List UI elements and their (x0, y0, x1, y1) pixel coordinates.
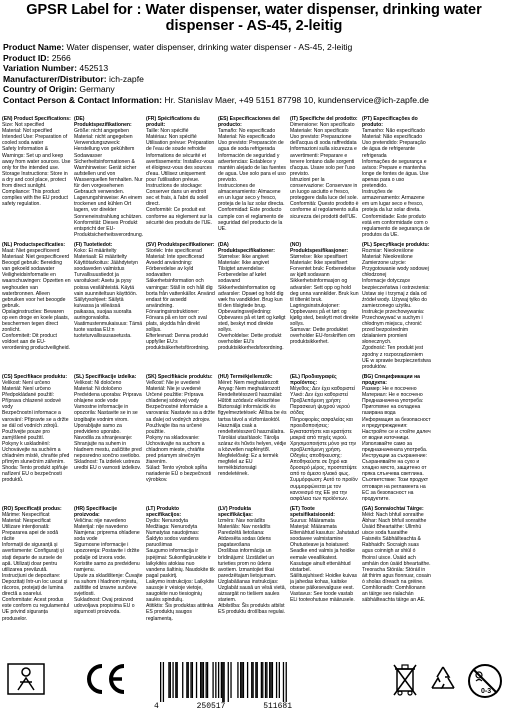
spec-line: Skladnost: Ta izdelek ustreza uredbi EU o varnosti izdelkov. (74, 459, 142, 472)
spec-line: Veličina: nije navedeno (74, 518, 127, 524)
barcode-bar (279, 662, 280, 698)
spec-line: Warnings: Set up and keep away from water sources. Use only for the intended use. (2, 152, 71, 171)
spec-line: Conformità: Questo prodotto è conforme al regolamento sulla sicurezza dei prodotti dell'UE. (290, 201, 359, 220)
spec-line: Conformitate: Acest produs este conform cu regulamentul UE privind siguranța produselor. (2, 597, 70, 622)
spec-line: Størrelse: Ikke spesifisert (290, 254, 348, 261)
spec-heading: (ET) Toote spetsifikatsioonid: (290, 505, 336, 518)
spec-line: Pokyny k uskladnění: Uchovávejte na suchém a chladném místě, chraňte před přímým slunečním zářením. (2, 440, 70, 466)
spec-line: Lagerungshinweise: An einem trockenen und kühlen Ort lagern, vor direkter Sonneneinstrahlung schützen. (74, 195, 143, 220)
barcode-bar (177, 662, 178, 698)
meta-value: ich-zapfe (109, 73, 144, 84)
spec-line: Rozmiar: Nieokreślone (362, 247, 414, 254)
spec-line: Materiál: Nie je uvedené (146, 386, 201, 393)
barcode-digits-right: 511681 (263, 702, 292, 711)
spec-line: Samsvar: Dette produktet overholder EU-forskriften om produktsikkerhet. (290, 327, 356, 346)
spec-line: Uzglabāšanas instrukcijas: Uzglabāt sausā un vēsā vietā, aizsargāt no tiešiem saules stariem. (218, 578, 286, 604)
spec-line: Conformidad: Este producto cumple con el reglamento de seguridad del producto de la UE. (218, 207, 284, 232)
spec-line: Materiāls: Nav norādīts (218, 524, 271, 531)
spec-line: Tamanho: Não especificado (362, 128, 425, 135)
spec-line: Opbevaringsvejledning: Opbevares på et tørt og køligt sted, beskyt mod direkte sollys. (218, 308, 286, 334)
spec-line: Materjal: Määramata (290, 524, 337, 531)
spec-heading: (EL) Προδιαγραφές προϊόντος: (290, 373, 337, 386)
spec-line: Materiale: Ikke angivet (218, 260, 269, 267)
spec-line: Material: Inte specificerad (146, 254, 205, 261)
spec-line: Matériau: Non spécifié (146, 134, 197, 141)
spec-heading: (IT) Specifiche del prodotto: (290, 116, 358, 122)
spec-line: Material: nicht angegeben (74, 134, 133, 141)
spec-column (2, 374, 71, 502)
spec-column (362, 374, 431, 502)
spec-line: Istruzioni per la conservazione: Conservare in un luogo asciutto e fresco, proteggere dalla luce del sole. (290, 176, 358, 202)
barcode-bar (241, 662, 242, 698)
meta-key: Product ID: (3, 52, 50, 63)
spec-column (146, 506, 215, 622)
spec-line: Zamierzone użycie: Przygotowanie wody sodowej chłodzonej (362, 260, 429, 279)
spec-line: Efterlevnad: Denna produkt uppfyller EU:s produktsäkerhetsförordning. (146, 333, 210, 352)
spec-heading: (LV) Produkta specifikācijas: (218, 505, 253, 518)
spec-column (74, 374, 143, 502)
spec-line: Informazioni sulla sicurezza e avvertimenti: Preparare e tenere lontano dalle sorgenti d'acqua. Usare solo per l'uso previsto. (290, 146, 357, 177)
spec-line: Предназначена употреба: Приготвяне на охладена газирана вода (362, 398, 424, 417)
spec-line: Bezpečnostné informácie a varovania: Nastavte sa a držte sa ďalej od vodných zdrojov. Používajte iba na určené použitie. (146, 404, 215, 435)
barcode-bar (251, 662, 252, 698)
spec-line: Material: Ni določeno (74, 386, 122, 393)
spec-line: Storlek: Inte specificerad (146, 247, 202, 254)
spec-line: Megfelelőség: Ez a termék megfelel az EU termékbiztonsági rendeletének. (218, 453, 279, 478)
spec-line: Úsáid Bheartaithe: Ullmhú uisce soda fuaraithe (362, 524, 422, 537)
meta-manufacturer (3, 74, 508, 85)
spec-line: Materiale: Ikke spesifisert (290, 260, 348, 267)
spec-column (2, 506, 71, 622)
barcode-bar (243, 662, 244, 698)
spec-line: Informações de segurança e avisos: Prepare e mantenha longe de fontes de água. Use apenas para o uso pretendido. (362, 158, 429, 190)
barcode-bar (230, 662, 231, 698)
spec-line: Conformidade: Este produto está em conformidade com o regulamento de segurança de produtos da UE. (362, 213, 430, 238)
barcode-bar (247, 662, 248, 698)
spec-heading: (SK) Špecifikácie produktu: (146, 373, 213, 380)
triman-icon (6, 662, 46, 696)
spec-line: Υλικό: Δεν έχει καθοριστεί (290, 392, 349, 399)
barcode-bar (222, 662, 223, 702)
spec-line: Συμμόρφωση: Αυτό το προϊόν συμμορφώνεται με τον κανονισμό της ΕΕ για την ασφάλεια των προϊόντων. (290, 477, 358, 502)
spec-line: Předpokládané použití: Příprava chlazené sodové vody (2, 392, 61, 411)
age-label: 0-3 (481, 688, 492, 695)
meta-product-id (3, 53, 508, 64)
spec-line: Suurus: Määramata (290, 518, 335, 524)
spec-column (434, 242, 503, 370)
meta-value: 2566 (51, 52, 71, 63)
spec-line: Overholdelse: Dette produkt overholder EU's produktsikkerhedsforordning. (218, 333, 284, 352)
barcode-bar (206, 662, 207, 698)
spec-line: Størrelse: Ikke angivet (218, 254, 269, 261)
spec-line: Laikymo instrukcijos: Laikykite sausoje ir vėsioje vietoje, saugokite nuo tiesioginių saulės spindulių. (146, 578, 215, 604)
barcode-bar (175, 662, 176, 698)
spec-line: Comhlíonadh: Comhlíonann an táirge seo rialachán sábháilteachta táirge an AE. (362, 585, 426, 604)
spec-line: Tárolási utasítások: Tárolja száraz és hűvös helyen, védje a közvetlen napfénytől. (218, 434, 287, 453)
barcode-bar (163, 662, 164, 702)
spec-line: Información de seguridad y advertencias: Establece y mantén alejado de las fuentes de agua. Use solo para el uso previsto. (218, 152, 286, 183)
spec-line: Drošības informācija un brīdinājumi: Uzstādiet un turieties prom no ūdens avotiem. Izmantojiet tikai paredzētajam lietojumam. (218, 548, 277, 579)
spec-line: Μέγεθος: Δεν έχει καθοριστεί (290, 386, 356, 393)
spec-column (362, 506, 431, 622)
spec-line: Varnostne informacije in opozorila: Nastavite se in se izogibajte vodnim virom. Uporabljajte samo za predvideno uporabo. (74, 404, 138, 435)
spec-line: Vastavus: See toode vastab ELi tooteohutuse määrusele. (290, 591, 355, 604)
spec-line: Navodila za shranjevanje: Shranjujte na suhem in hladnem mestu, zaščitite pred neposredno sončno svetlobo. (74, 434, 142, 460)
spec-line: Material: Não especificado (362, 134, 423, 141)
spec-line: Material: Nespecificat (2, 518, 51, 524)
spec-heading: (CS) Specifikace produktu: (2, 373, 68, 380)
spec-line: Lagringsinstruksjoner: Oppbevares på et tørt og kjølig sted, beskytt mot direkte sollys. (290, 302, 359, 328)
spec-line: Koko: Ei määritelty (74, 247, 117, 254)
meta-contact (3, 95, 508, 106)
spec-line: Compliance: This product complies with the EU product safety regulation. (2, 189, 68, 208)
spec-row (2, 242, 506, 370)
spec-line: Namjena: priprema ohlađene soda vode (74, 530, 140, 543)
spec-line: Treoracha Stórála: Stóráil in áit thirim agus fionnuar, cosain ó sholas díreach na gréine. (362, 566, 431, 585)
spec-line: Biztonsági információk és figyelmeztetések: Állítsa be és tartsa távol a vízforrásoktól. Használja csak a rendeltetésszerű használatra. (218, 404, 287, 435)
spec-heading: (NL) Productspecificaties: (2, 241, 66, 248)
spec-line: Zgodność: Ten produkt jest zgodny z rozporządzeniem UE w sprawie bezpieczeństwa produktów. (362, 345, 431, 370)
barcode-digits-mid: 250517 (196, 702, 226, 711)
barcode-bar (261, 662, 262, 698)
barcode-bar (160, 662, 161, 702)
spec-heading: (BG) Спецификации на продукта: (362, 373, 420, 386)
spec-column (290, 374, 359, 502)
spec-line: Ábhar: Nach bhfuil sonraithe (362, 518, 427, 524)
spec-line: Инструкции за съхранение: Съхранявайте на сухо и хладно място, защитено от пряка слънчева светлина. (362, 453, 428, 478)
barcode-bar (170, 662, 171, 698)
barcode-bar (215, 662, 216, 698)
meta-value: Hr. Stanislav Maer, +49 5151 87798 10, kundenservice@ich-zapfe.de (164, 94, 429, 105)
barcode-bar (203, 662, 204, 698)
spec-line: Turvallisuustiedot ja varoitukset: Asetu ja pysy poissa vesilähteistä. Käytä vain suunniteltuun käyttöön. (74, 272, 138, 297)
spec-line: Информация за безопасност и предупреждения: Настройте се и стойте далеч от водни източници. Използвайте само за предназначената употреба. (362, 416, 431, 453)
spec-line: Размер: Не е посочено (362, 386, 417, 393)
barcode-bar (257, 662, 258, 698)
barcode-bar (168, 662, 169, 698)
spec-line: Intended Use: Preparation of cooled soda water (2, 134, 68, 147)
spec-heading: (GA) Sonraíochtaí Táirge: (362, 505, 424, 512)
spec-line: Instrucțiuni de depozitare: Depozitați într-un loc uscat și răcoros, protejați de lumina directă a soarelui. (2, 572, 68, 598)
spec-heading: (PT) Especificações do produto: (362, 116, 418, 129)
barcode-bars (158, 662, 290, 702)
spec-line: Faisnéis Sábháilteachta & Rabhaidh: Socraigh suas agus coinnigh ar shiúl ó fhoinsí uisce. Úsáid ach amháin don úsáid bheartaithe. (362, 536, 431, 567)
spec-heading: (DE) Produktspezifikationen: (74, 116, 132, 129)
barcode-bar (255, 662, 256, 698)
spec-column (146, 242, 215, 370)
spec-heading: (ES) Especificaciones del producto: (218, 116, 280, 129)
spec-column (218, 242, 287, 370)
spec-line: Съответствие: Този продукт отговаря на регламента на ЕС за безопасност на продуктите. (362, 477, 429, 502)
barcode-bar (196, 662, 197, 698)
age-warning-icon (466, 662, 504, 700)
spec-line: Medžiaga: Nenurodyta (146, 524, 198, 531)
spec-line: Ohutusteave ja hoiatused: Seadke end valmis ja hoidke eemale veeallikatest. Kasutage ainult ettenähtud otstarbel. (290, 542, 355, 573)
spec-line: Materiaal: Niet gespecificeerd (2, 254, 70, 261)
spec-line: Predvidena uporaba: Priprava ohlajene sode vode (74, 392, 142, 405)
spec-column (218, 116, 287, 238)
spec-line: Saugumo informacija ir įspėjimai: Sukonfigūruokite ir laikykitės atokiau nuo vandens šaltinių. Naudokite tik pagal paskirtį. (146, 548, 215, 579)
barcode-bar (190, 662, 191, 698)
spec-line: Méid: Nach bhfuil sonraithe (362, 511, 424, 518)
spec-line: Beoogd gebruik: Bereiding van gekoeld sodawater (2, 260, 63, 273)
spec-line: Bezpečnostní informace a varování: Připravte se a držte se dál od vodních zdrojů. Používejte pouze pro zamýšlené použití. (2, 410, 69, 441)
spec-column (362, 242, 431, 370)
barcode-bar (201, 662, 202, 698)
barcode-bar (286, 662, 287, 702)
spec-column (2, 116, 71, 238)
spec-line: Uso previsto: Preparazione dell'acqua di soda raffreddata (290, 134, 357, 147)
barcode-bar (228, 662, 229, 702)
spec-column (2, 242, 71, 370)
meta-key: Manufacturer/Distributor: (3, 73, 107, 84)
spec-line: Informații de siguranță și avertismente: Configurați și stați departe de sursele de apă. Utilizați doar pentru utilizarea prevăzută. (2, 542, 64, 573)
spec-column (362, 116, 431, 238)
spec-line: Conformité: Ce produit est conforme au règlement sur la sécurité des produits de l'UE. (146, 207, 213, 226)
spec-line: Materijal: nije navedeno (74, 524, 128, 531)
barcode-digits (150, 702, 296, 711)
spec-line: Materiaali: Ei määritelty (74, 254, 127, 261)
spec-line: Méret: Nem meghatározott (218, 379, 279, 386)
meta-country (3, 84, 508, 95)
spec-line: Shoda: Tento produkt splňuje nařízení EU o bezpečnosti produktů. (2, 465, 68, 484)
spec-line: Informations de sécurité et avertissements: Installez-vous et éloignez-vous des sources d'eau. Utilisez uniquement pour l'utilisation prévue. (146, 152, 215, 183)
spec-line: Πληροφορίες ασφαλείας και προειδοποιήσεις: Εγκαταστήστε και κρατήστε μακριά από πηγές νερού. Χρησιμοποιήστε μόνο για την προβλεπόμενη χρήση. (290, 416, 357, 453)
spec-line: Sicherheitsinformationen & Warnhinweise: Gerät sicher aufstellen und von Wasserquellen fernhalten. Nur für den vorgesehenen Gebrauch verwenden. (74, 158, 143, 196)
barcode-bar (262, 662, 263, 698)
barcode-bar (192, 662, 193, 698)
spec-line: Forventet bruk: Forberedelse av kjølt sodavann (290, 266, 356, 279)
spec-heading: (PL) Specyfikacje produktu: (362, 241, 430, 248)
spec-row (2, 374, 506, 502)
spec-line: Size: Not specified (2, 122, 45, 129)
barcode-bar (200, 662, 201, 698)
product-meta (3, 42, 508, 106)
spec-heading: (NO) Produktspesifikasjoner: (290, 241, 349, 254)
spec-line: Avsedd användning: Förberedelse av kyld sodavatten (146, 260, 194, 279)
spec-line: Sikkerhetsinformasjon og advarsler: Sett opp og hold deg unna vannkilder. Bruk kun til tiltenkt bruk. (290, 278, 359, 303)
spec-line: Velikost: Ni določeno (74, 379, 122, 386)
barcode-bar (188, 662, 189, 698)
spec-line: Förvaringsinstruktioner: Förvara på en torr och sval plats, skydda från direkt solljus. (146, 308, 207, 334)
spec-line: Paredzētā lietošana: Atdzesēta sodas ūdens pagatavošana (218, 530, 271, 549)
spec-column (434, 374, 503, 502)
spec-line: Izmērs: Nav norādīts (218, 518, 265, 524)
spec-line: Verwendungszweck: Herstellung von gekühltem Sodawasser (74, 140, 135, 159)
barcode-bar (240, 662, 241, 698)
meta-value: Water dispenser, water dispenser, drinking water dispenser - AS-45, 2-leitig (66, 42, 353, 52)
barcode-bar (270, 662, 271, 698)
barcode-bar (269, 662, 270, 698)
ean-barcode (150, 662, 296, 714)
spec-line: Käyttötarkoitus: Jäähdytetyn soodaveden valmistus (74, 260, 138, 273)
barcode-bar (172, 662, 173, 698)
spec-line: Material: Not specified (2, 128, 53, 135)
spec-line: Instruções de armazenamento: Armazene em um lugar seco e fresco, proteja da luz solar direta. (362, 189, 425, 214)
spec-line: Atitiktis: Šis produktas atitinka ES produktų saugos reglamentą. (146, 603, 214, 622)
barcode-bar (221, 662, 222, 698)
spec-column (290, 242, 359, 370)
spec-heading: (SL) Specifikacije izdelka: (74, 373, 137, 380)
spec-heading: (RO) Specificații produs: (2, 505, 62, 512)
spec-line: Mărime: Nespecificat (2, 511, 50, 518)
barcode-bar (266, 662, 267, 698)
spec-heading: (DA) Produktspecifikationer: (218, 241, 275, 254)
meta-variation (3, 63, 508, 74)
spec-line: Tamaño: No especificado (218, 128, 276, 135)
spec-line: Určené použitie: Príprava chladenej sódovej vody (146, 392, 204, 405)
meta-value: 452513 (79, 63, 109, 74)
spec-line: Upute za skladištenje: Čuvajte na suhom i hladnom mjestu, zaštitite od izravne sunčeve svjetlosti. (74, 572, 143, 598)
spec-line: Numatytas naudojimas: Šaldyto sodos vandens paruošimas (146, 530, 200, 549)
spec-line: Taille: Non spécifié (146, 128, 189, 135)
barcode-bar (272, 662, 273, 698)
spec-line: Tilsigtet anvendelse: Forberedelse af kølet sodavand (218, 266, 267, 285)
spec-heading: (EN) Product Specifications: (2, 116, 71, 122)
meta-key: Variation Number: (3, 63, 78, 74)
spec-line: Dydis: Nenurodyta (146, 518, 188, 524)
spec-line: Vaatimustenmukaisuus: Tämä tuote vastaa EU:n tuoteturvallisuusasetusta. (74, 321, 143, 340)
spec-heading: (FR) Spécifications du produit: (146, 116, 200, 129)
barcode-bar (186, 662, 187, 698)
spec-column (434, 506, 503, 622)
spec-line: Sigurnosne informacije i upozorenja: Postavite i držite podalje od izvora vode. Koristite samo za predviđenu namjenu. (74, 542, 140, 573)
spec-heading: (HU) Termékjellemzők: (218, 373, 273, 380)
meta-value: Germany (79, 84, 115, 95)
recycling-icon (428, 664, 458, 694)
barcode-bar (237, 662, 238, 698)
barcode-bar (252, 662, 253, 698)
spec-grid (2, 116, 506, 626)
meta-product-name (3, 42, 508, 53)
barcode-bar (265, 662, 266, 698)
barcode-bar (182, 662, 183, 698)
barcode-digit-left: 4 (154, 702, 159, 711)
spec-line: Instrucciones de almacenamiento: Almacene en un lugar seco y fresco, proteja de la luz solar directa. (218, 183, 285, 208)
barcode-bar (283, 662, 284, 702)
spec-column (146, 116, 215, 238)
spec-heading: (SV) Produktspecifikationer: (146, 241, 215, 248)
spec-column (146, 374, 215, 502)
spec-column (74, 506, 143, 622)
spec-line: Säkerhetsinformation och varningar: Ställ in och håll dig borta från vattenkällor. Använd endast för avsedd användning. (146, 278, 215, 309)
spec-row (2, 506, 506, 622)
spec-column (218, 506, 287, 622)
spec-column (74, 116, 143, 238)
spec-line: Οδηγίες αποθήκευσης: Αποθηκεύστε σε ξηρό και δροσερό μέρος, προστατέψτε από το άμεσο ηλιακό φως. (290, 453, 357, 478)
spec-column (218, 374, 287, 502)
spec-line: Maat: Niet gespecificeerd (2, 247, 60, 254)
spec-line: Größe: nicht angegeben (74, 128, 129, 135)
spec-line: Uso previsto: Preparación de agua de soda refrigerada (218, 140, 284, 153)
spec-column (74, 242, 143, 370)
spec-line: Säilitusjuhised: Hoidke kuivas ja jahedas kohas, kaitske otsese päikesevalguse eest. (290, 572, 358, 592)
spec-line: Instructions de stockage: Conserver dans un endroit sec et frais, à l'abri du soleil direct. (146, 183, 209, 208)
meta-key: Contact Person & Contact Information: (3, 94, 162, 105)
page-title: GPSR Label for : Water dispenser, water dispenser, drinking water dispenser - AS-45, 2-leitig (26, 2, 482, 34)
spec-line: Materiał: Nieokreślone (362, 254, 413, 261)
spec-line: Informacje dotyczące bezpieczeństwa i ostrzeżenia: Ustaw się i trzymaj z dala od źródeł wody. Używaj tylko do zamierzonego użytku. (362, 278, 430, 309)
ce-mark-icon (84, 662, 128, 696)
weee-bin-icon (392, 662, 418, 698)
spec-line: Rendeltetésszerű használat: Hűtött szódavíz elkészítése (218, 392, 283, 405)
spec-line: Conformiteit: Dit product voldoet aan de EU-verordening productveiligheid. (2, 333, 70, 352)
spec-row (2, 116, 506, 238)
spec-line: Uso pretendido: Preparação de água de refrigerante refrigerada (362, 140, 426, 159)
spec-line: Veiligheidsinformatie en waarschuwingen: Opzetten en weghouden van waterbronnen. Alleen gebruiken voor het beoogde gebruik. (2, 272, 71, 309)
spec-line: Materiál: Není určeno (2, 386, 51, 393)
barcode-bar (223, 662, 224, 702)
spec-line: Utilizare intenționată: Prepararea apei de sodă răcite (2, 524, 59, 543)
barcode-bar (212, 662, 213, 698)
spec-line: Προβλεπόμενη χρήση: Παρασκευή ψυχρού νερού σόδας (290, 398, 350, 417)
spec-line: Materiale: Non specificato (290, 128, 349, 135)
spec-line: Velikost: Není určeno (2, 379, 51, 386)
barcode-bar (218, 662, 219, 698)
spec-line: Säilytysohjeet: Säilytä kuivassa ja viileässä paikassa, suojaa suoralta auringonvalolta. (74, 296, 132, 321)
spec-line: Opslaginstructies: Bewaren op een droge en koele plaats, beschermen tegen direct zonlicht. (2, 308, 70, 334)
spec-column (290, 116, 359, 238)
spec-line: Dimensione: Non specificato (290, 122, 355, 129)
spec-heading: (LT) Produkto specifikacijos: (146, 505, 182, 518)
spec-heading: (HR) Specifikacije proizvoda: (74, 505, 118, 518)
spec-line: Súlad: Tento výrobok spĺňa nariadenie EÚ o bezpečnosti výrobkov. (146, 465, 212, 484)
spec-line: Ettenähtud kasutus: Jahutatud soodavee valmistamine (290, 530, 359, 543)
spec-line: Sikkerhedsinformation og advarsler: Opsæt og hold dig væk fra vandkilder. Brug kun til den tilsigtede brug. (218, 284, 284, 309)
spec-line: Instrukcje przechowywania: Przechowywać w suchym i chłodnym miejscu, chronić przed bezpośrednim działaniem promieni słonecznych. (362, 308, 425, 346)
spec-line: Atbilstība: Šis produkts atbilst ES produktu drošības regulai. (218, 603, 286, 616)
spec-line: Anyag: Nem meghatározott (218, 386, 281, 393)
meta-key: Product Name: (3, 42, 65, 52)
spec-line: Sukladnost: Ovaj proizvod udovoljava propisima EU o sigurnosti proizvoda. (74, 597, 135, 616)
spec-line: Материал: Не е посочено (362, 392, 423, 399)
spec-heading: (FI) Tuotetiedot: (74, 241, 113, 248)
meta-key: Country of Origin: (3, 84, 77, 95)
spec-line: Storage Instructions: Store in a dry and cool place, protect from direct sunlight. (2, 170, 68, 190)
spec-line: Safety Information & (2, 146, 49, 153)
spec-line: Utilisation prévue: Préparation de l'eau de soude refroidie (146, 140, 215, 153)
barcode-bar (207, 662, 208, 698)
spec-line: Veľkosť: Nie je uvedené (146, 379, 201, 386)
spec-column (290, 506, 359, 622)
spec-line: Material: No especificado (218, 134, 276, 141)
spec-line: Konformität: Dieses Produkt entspricht der EU-Produktsicherheitsverordnung. (74, 219, 143, 238)
spec-line: Pokyny na skladovanie: Uchovávajte na suchom a chladnom mieste, chráňte pred priamym slnečným žiarením. (146, 434, 205, 466)
barcode-bar (276, 662, 277, 698)
spec-column (434, 116, 503, 238)
